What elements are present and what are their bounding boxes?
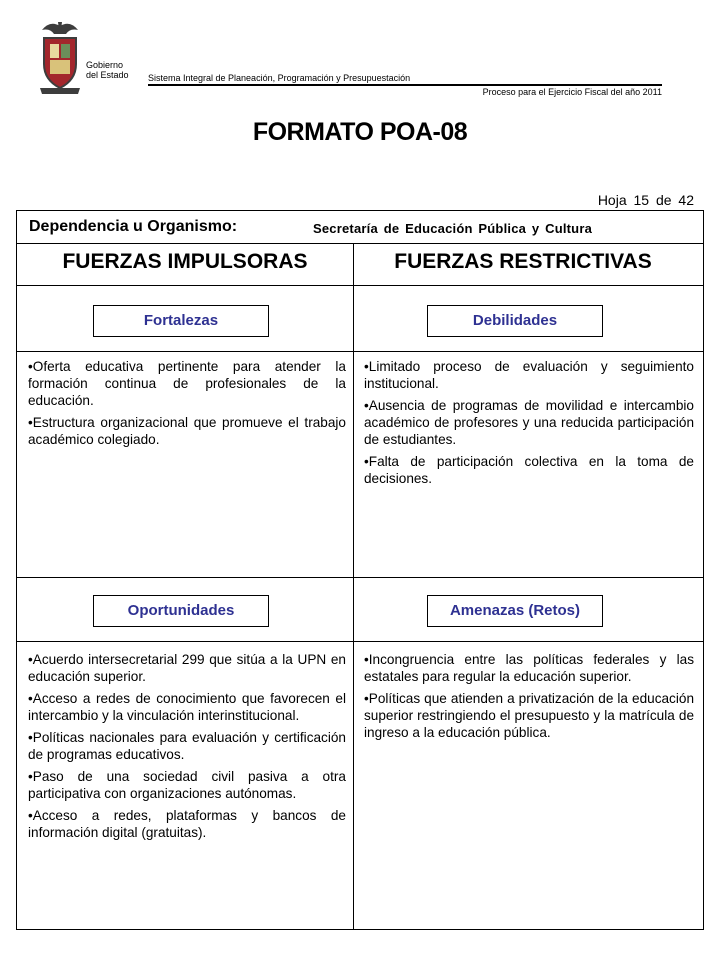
list-item: •Estructura organizacional que promueve el trabajo académico colegiado. [28,415,346,447]
list-item: •Falta de participación colectiva en la toma de decisiones. [364,454,694,486]
fortalezas-title: Fortalezas [93,305,269,337]
sheet-number: Hoja 15 de 42 [597,192,694,208]
list-item: •Políticas nacionales para evaluación y certificación de programas educativos. [28,730,346,762]
column-header-restrictivas: FUERZAS RESTRICTIVAS [394,250,652,273]
list-item: •Acceso a redes de conocimiento que favorecen el intercambio y la vinculación interinstitucional. [28,691,346,723]
dependency-label: Dependencia u Organismo: [29,218,238,235]
row-divider [17,577,703,578]
dependency-row [17,211,703,244]
row-divider [17,351,703,352]
oportunidades-title: Oportunidades [93,595,269,627]
system-name: Sistema Integral de Planeación, Programación y Presupuestación [148,73,411,83]
column-divider [353,243,354,930]
column-header-impulsoras: FUERZAS IMPULSORAS [62,250,308,273]
fortalezas-list [28,358,346,453]
list-item: •Paso de una sociedad civil pasiva a otra participativa con organizaciones autónomas. [28,769,346,801]
dependency-value: Secretaría de Educación Pública y Cultura [313,221,593,236]
row-divider [17,641,703,642]
list-item: •Limitado proceso de evaluación y seguimiento institucional. [364,359,694,391]
poa-table [16,210,704,930]
amenazas-list [364,651,694,746]
list-item: •Políticas que atienden a privatización de la educación superior restringiendo el presupuesto y la matrícula de ingreso a la educación pública. [364,691,694,740]
header-rule [148,84,662,86]
list-item: •Oferta educativa pertinente para atender la formación continua de profesionales de la educación. [28,359,346,408]
list-item: •Acceso a redes, plataformas y bancos de información digital (gratuitas). [28,808,346,840]
page-title: FORMATO POA-08 [252,118,468,146]
state-seal-icon [36,18,84,96]
amenazas-title: Amenazas (Retos) [427,595,603,627]
list-item: •Incongruencia entre las políticas federales y las estatales para regular la educación superior. [364,652,694,684]
column-header-row [17,243,703,286]
list-item: •Ausencia de programas de movilidad e intercambio académico de profesores y una reducida participación de estudiantes. [364,398,694,447]
debilidades-list [364,358,694,492]
process-label: Proceso para el Ejercicio Fiscal del año 2011 [482,87,662,97]
list-item: •Acuerdo intersecretarial 299 que sitúa a la UPN en educación superior. [28,652,346,684]
government-label: Gobierno del Estado [86,60,129,80]
oportunidades-list [28,651,346,846]
debilidades-title: Debilidades [427,305,603,337]
